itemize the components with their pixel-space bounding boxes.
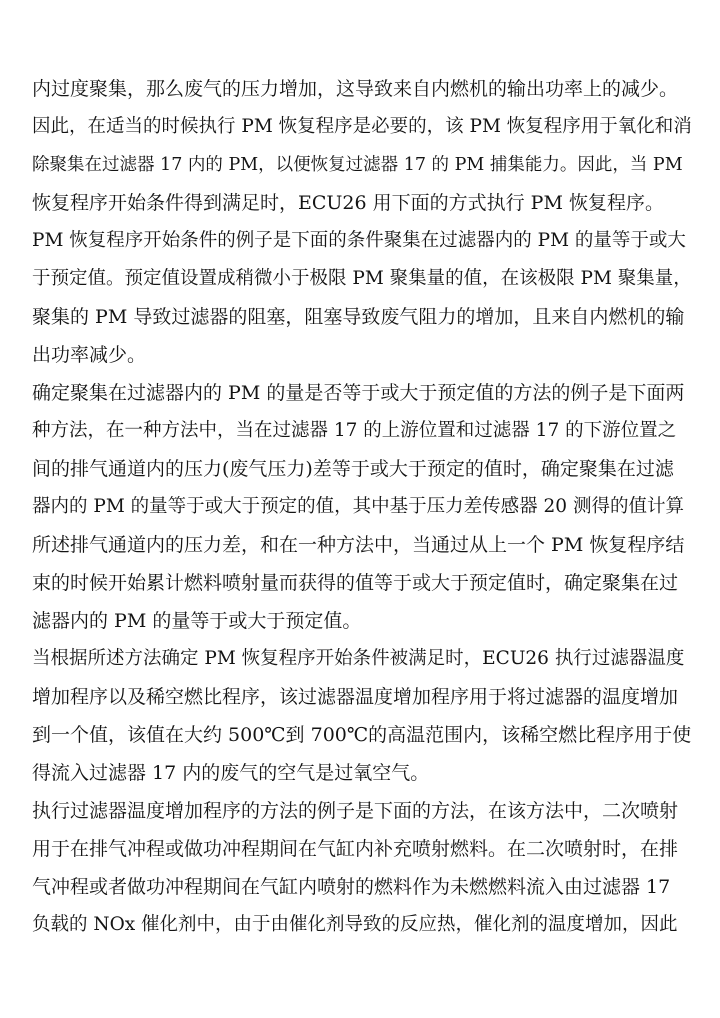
text-line: 因此，在适当的时候执行 PM 恢复程序是必要的，该 PM 恢复程序用于氧化和消 <box>32 116 692 137</box>
text-line: 负载的 NOx 催化剂中，由于由催化剂导致的反应热，催化剂的温度增加，因此 <box>32 914 678 935</box>
text-line: 恢复程序开始条件得到满足时，ECU26 用下面的方式执行 PM 恢复程序。 <box>32 192 664 214</box>
text-line: 滤器内的 PM 的量等于或大于预定值。 <box>32 610 362 632</box>
text-line: 增加程序以及稀空燃比程序，该过滤器温度增加程序用于将过滤器的温度增加 <box>32 686 679 708</box>
text-line: 束的时候开始累计燃料喷射量而获得的值等于或大于预定值时，确定聚集在过 <box>32 572 679 594</box>
text-line: 出功率减少。 <box>32 344 147 366</box>
text-line: 所述排气通道内的压力差，和在一种方法中，当通过从上一个 PM 恢复程序结 <box>32 534 685 556</box>
text-line: 执行过滤器温度增加程序的方法的例子是下面的方法，在该方法中，二次喷射 <box>32 800 679 822</box>
text-line: 种方法，在一种方法中，当在过滤器 17 的上游位置和过滤器 17 的下游位置之 <box>32 420 677 441</box>
text-line: 用于在排气冲程或做功冲程期间在气缸内补充喷射燃料。在二次喷射时，在排 <box>32 838 679 860</box>
text-line: 得流入过滤器 17 内的废气的空气是过氧空气。 <box>32 762 430 784</box>
text-line: PM 恢复程序开始条件的例子是下面的条件聚集在过滤器内的 PM 的量等于或大 <box>32 230 686 251</box>
text-line: 于预定值。预定值设置成稍微小于极限 PM 聚集量的值，在该极限 PM 聚集量， <box>32 268 692 289</box>
text-line: 气冲程或者做功冲程期间在气缸内喷射的燃料作为未燃燃料流入由过滤器 17 <box>32 876 671 898</box>
text-line: 当根据所述方法确定 PM 恢复程序开始条件被满足时，ECU26 执行过滤器温度 <box>32 648 685 669</box>
text-line: 内过度聚集，那么废气的压力增加，这导致来自内燃机的输出功率上的减少。 <box>32 78 679 100</box>
text-line: 聚集的 PM 导致过滤器的阻塞，阻塞导致废气阻力的增加，且来自内燃机的输 <box>32 306 685 328</box>
text-line: 到一个值，该值在大约 500℃到 700℃的高温范围内，该稀空燃比程序用于使 <box>32 724 692 746</box>
text-line: 确定聚集在过滤器内的 PM 的量是否等于或大于预定值的方法的例子是下面两 <box>32 382 685 404</box>
text-line: 间的排气通道内的压力(废气压力)差等于或大于预定的值时，确定聚集在过滤 <box>32 458 674 480</box>
text-line: 除聚集在过滤器 17 内的 PM，以便恢复过滤器 17 的 PM 捕集能力。因此，当 PM <box>32 155 683 175</box>
text-line: 器内的 PM 的量等于或大于预定的值，其中基于压力差传感器 20 测得的值计算 <box>32 496 684 517</box>
